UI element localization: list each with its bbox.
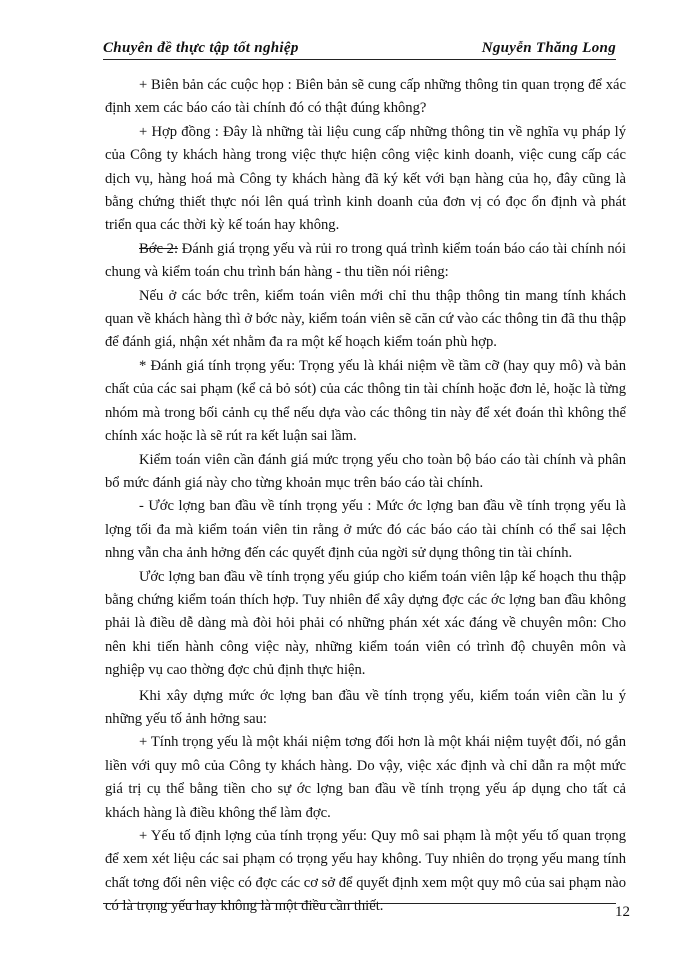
page-header [103,38,616,60]
paragraph-materiality-allocation: Kiểm toán viên cần đánh giá mức trọng yếu cho toàn bộ báo cáo tài chính và phân bổ mức đánh giá này cho từng khoản mục trên báo cáo tài chính. [105,451,626,491]
header-right-author: Nguyễn Thăng Long [481,40,616,56]
paragraph-quantitative-factor: + Yếu tố định lợng của tính trọng yếu: Quy mô sai phạm là một yếu tố quan trọng để xem xét liệu các sai phạm có trọng yếu hay không. Tuy nhiên do trọng yếu mang tính chất tơng đối nên việc có đợc các cơ sở để quyết định xem một quy mô của sai phạm nào có là trọng yếu hay không là một điều cần thiết. [105,828,626,915]
paragraph-previous-steps: Nếu ở các bớc trên, kiểm toán viên mới chỉ thu thập thông tin mang tính khách quan về khách hàng thì ở bớc này, kiểm toán viên sẽ căn cứ vào các thông tin đã thu thập để đánh giá, nhận xét nhằm đa ra một kế hoạch kiểm toán phù hợp. [105,287,626,351]
header-left-title: Chuyên đề thực tập tốt nghiệp [103,40,299,56]
footer-divider [103,903,616,904]
paragraph-relative-concept: + Tính trọng yếu là một khái niệm tơng đối hơn là một khái niệm tuyệt đối, nó gắn liền với quy mô của Công ty khách hàng. Do vậy, việc xác định và chỉ dẫn ra một mức giá trị cụ thể bằng tiền cho sự ớc lợng ban đầu về tính trọng yếu áp dụng cho tất cả khách hàng là điều không thể làm đợc. [105,734,626,821]
step-2-text: Đánh giá trọng yếu và rủi ro trong quá trình kiểm toán báo cáo tài chính nói chung và kiểm toán chu trình bán hàng - thu tiền nói riêng: [105,240,626,281]
paragraph-initial-estimate: - Ước lợng ban đầu về tính trọng yếu : Mức ớc lợng ban đầu về tính trọng yếu là lợng tối đa mà kiểm toán viên tin rằng ở mức đó các báo cáo tài chính có thể sai lệch nhng vẫn cha ảnh hởng đến các quyết định của ngời sử dụng thông tin tài chính. [105,498,626,562]
paragraph-initial-estimate-purpose: Ước lợng ban đầu về tính trọng yếu giúp cho kiểm toán viên lập kế hoạch thu thập bằng chứng kiểm toán thích hợp. Tuy nhiên để xây dựng đợc các ớc lợng ban đầu không phải là điều dễ dàng mà đòi hỏi phải có những phán xét xác đáng về chuyên môn: Cho nên khi tiến hành công việc này, những kiểm toán viên có trình độ chuyên môn và nghiệp vụ cao thờng đợc chủ định thực hiện. [105,568,626,679]
step-label: Bớc 2: [139,240,179,257]
paragraph-contracts: + Hợp đồng : Đây là những tài liệu cung cấp những thông tin về nghĩa vụ pháp lý của Công ty khách hàng trong việc thực hiện công việc kinh doanh, việc cung cấp các dịch vụ, hàng hoá mà Công ty khách hàng đã ký kết với bạn hàng của họ, đây cũng là bằng chứng thiết thực nói lên quá trình kinh doanh của đơn vị có đọc ổn định và phát triển qua các thời kỳ kế toán hay không. [105,123,626,234]
paragraph-minutes: + Biên bản các cuộc họp : Biên bản sẽ cung cấp những thông tin quan trọng để xác định xem các báo cáo tài chính đó có thật đúng không? [105,77,626,117]
page-number: 12 [615,904,630,920]
paragraph-factors-intro: Khi xây dựng mức ớc lợng ban đầu về tính trọng yếu, kiểm toán viên cần lu ý những yếu tố ảnh hởng sau: [105,687,626,727]
document-body [105,74,626,919]
paragraph-materiality-definition: * Đánh giá tính trọng yếu: Trọng yếu là khái niệm về tầm cỡ (hay quy mô) và bản chất của các sai phạm (kể cả bỏ sót) của các thông tin tài chính hoặc đơn lẻ, hoặc là từng nhóm mà trong bối cảnh cụ thể nếu dựa vào các thông tin này để xét đoán thì không thể chính xác hoặc là sẽ rút ra kết luận sai lầm. [105,357,626,445]
paragraph-step-2 [105,238,626,285]
